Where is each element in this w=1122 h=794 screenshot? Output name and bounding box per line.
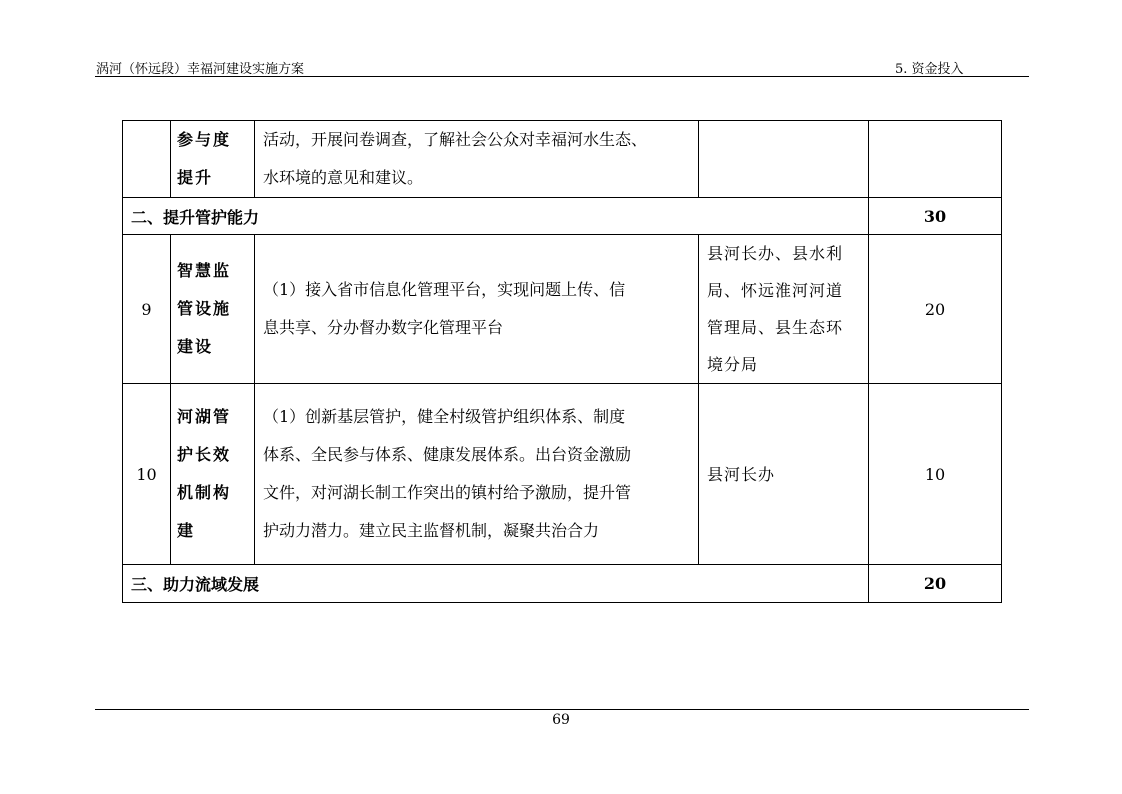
score-cell: 10 — [869, 384, 1002, 565]
unit-line: 局、怀远淮河河道 — [707, 281, 844, 300]
item-name-line: 建 — [177, 521, 196, 540]
description-line: 息共享、分办督办数字化管理平台 — [263, 318, 504, 337]
footer-rule — [95, 709, 1029, 710]
item-name-line: 参与度 — [177, 130, 232, 149]
table-row — [123, 121, 1002, 198]
responsible-unit-cell — [699, 235, 869, 384]
item-name-line: 河湖管 — [177, 407, 232, 426]
item-name-line: 机制构 — [177, 483, 232, 502]
section-score: 20 — [869, 565, 1002, 603]
table-row — [123, 384, 1002, 565]
item-number-cell: 9 — [123, 235, 171, 384]
document-title: 涡河（怀远段）幸福河建设实施方案 — [96, 62, 305, 77]
item-name-line: 建设 — [177, 337, 214, 356]
item-name-line: 护长效 — [177, 445, 232, 464]
unit-line: 县河长办、县水利 — [707, 244, 844, 263]
responsible-unit-cell — [699, 384, 869, 565]
description-line: 活动，开展问卷调查，了解社会公众对幸福河水生态、 — [263, 130, 648, 149]
item-description-cell — [255, 121, 699, 198]
description-line: 体系、全民参与体系、健康发展体系。出台资金激励 — [263, 445, 632, 464]
item-name-cell — [171, 121, 255, 198]
section-title: 三、助力流域发展 — [123, 565, 869, 603]
score-cell: 20 — [869, 235, 1002, 384]
unit-line: 管理局、县生态环 — [707, 318, 844, 337]
responsible-unit-cell — [699, 121, 869, 198]
item-name-cell — [171, 384, 255, 565]
item-description-cell — [255, 384, 699, 565]
score-cell — [869, 121, 1002, 198]
description-line: 水环境的意见和建议。 — [263, 168, 424, 187]
description-line: （1）接入省市信息化管理平台，实现问题上传、信 — [263, 280, 626, 299]
description-line: （1）创新基层管护，健全村级管护组织体系、制度 — [263, 407, 626, 426]
item-name-line: 智慧监 — [177, 261, 232, 280]
table-row — [123, 235, 1002, 384]
item-number-cell — [123, 121, 171, 198]
section-title: 二、提升管护能力 — [123, 198, 869, 235]
section-score: 30 — [869, 198, 1002, 235]
item-name-line: 提升 — [177, 168, 214, 187]
item-number-cell: 10 — [123, 384, 171, 565]
item-name-line: 管设施 — [177, 299, 232, 318]
section-row — [123, 198, 1002, 235]
description-line: 文件，对河湖长制工作突出的镇村给予激励，提升管 — [263, 483, 632, 502]
unit-line: 境分局 — [707, 355, 759, 374]
section-row — [123, 565, 1002, 603]
chapter-title: 5. 资金投入 — [895, 62, 964, 77]
item-description-cell — [255, 235, 699, 384]
header-rule — [95, 76, 1029, 77]
funding-table — [122, 120, 1002, 603]
item-name-cell — [171, 235, 255, 384]
description-line: 护动力潜力。建立民主监督机制，凝聚共治合力 — [263, 521, 600, 540]
page-number: 69 — [552, 712, 570, 728]
unit-line: 县河长办 — [707, 464, 776, 484]
